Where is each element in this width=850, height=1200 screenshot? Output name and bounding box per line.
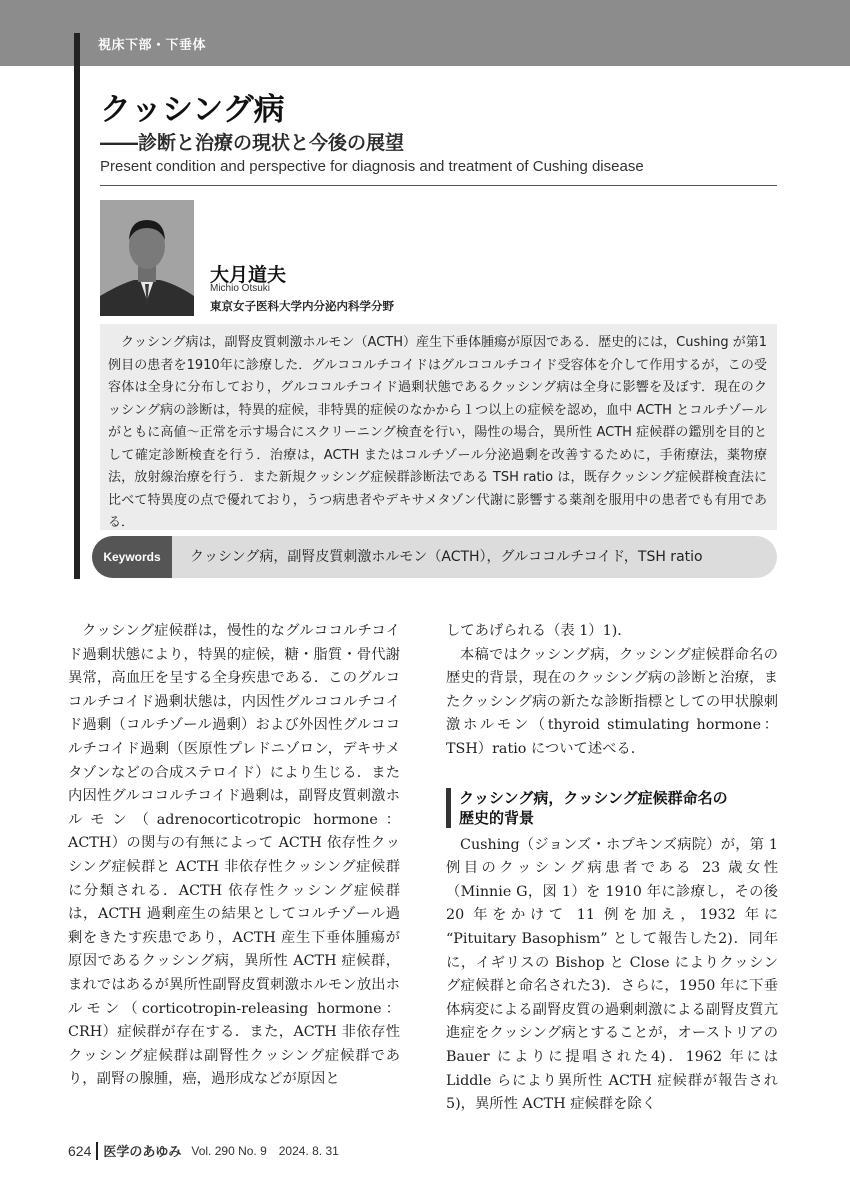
page-number: 624: [68, 1142, 92, 1159]
abstract-box: [100, 324, 777, 530]
author-name-roman: Michio Otsuki: [210, 283, 271, 294]
body-paragraph: Cushing（ジョンズ・ホプキンズ病院）が，第 1 例目のクッシング病患者である 23 歳女性（Minnie G，図 1）を 1910 年に診療し，その後 20 年をかけて 11 例を加え，1932 年に “Pituitary Basophism” として報告した2)．同年に，イギリスの Bishop と Close によりクッシング症候群と命名された3)．さらに，1950 年に下垂体病変による副腎皮質の過剰刺激による副腎皮質亢進症をクッシング病とすることが，オーストリアの Bauer によりに提唱された4)．1962 年には Liddle らにより異所性 ACTH 症候群が報告され5)，異所性 ACTH 症候群を除く: [446, 836, 778, 1113]
section-heading-line: クッシング病，クッシング症候群命名の: [459, 788, 728, 807]
body-paragraph: 本稿ではクッシング病，クッシング症候群命名の歴史的背景，現在のクッシング病の診断と治療，またクッシング病の新たな診断指標としての甲状腺刺激ホルモン（thyroid stimulating hormone：TSH）ratio について述べる．: [446, 646, 778, 757]
section-heading-line: 歴史的背景: [459, 808, 535, 827]
footer-separator: [96, 1142, 98, 1160]
article-subtitle: ――診断と治療の現状と今後の展望: [100, 132, 405, 154]
section-heading: [446, 788, 778, 828]
body-paragraph: クッシング症候群は，慢性的なグルココルチコイド過剰状態により，特異的症候，糖・脂質・骨代謝異常，高血圧を呈する全身疾患である．このグルココルチコイド過剰状態は，内因性グルココルチコイド過剰（コルチゾール過剰）および外因性グルココルチコイド過剰（医原性プレドニゾロン，デキサメタゾンなどの合成ステロイド）により生じる．また内因性グルココルチコイド過剰は，副腎皮質刺激ホルモン（adrenocorticotropic hormone：ACTH）の関与の有無によって ACTH 依存性クッシング症候群と ACTH 非依存性クッシング症候群に分類される．ACTH 依存性クッシング症候群は，ACTH 過剰産生の結果としてコルチゾール過剰をきたす疾患であり，ACTH 産生下垂体腫瘍が原因であるクッシング病，異所性 ACTH 症候群，まれではあるが異所性副腎皮質刺激ホルモン放出ホルモン（corticotropin-releasing hormone：CRH）症候群が存在する．また，ACTH 非依存性クッシング症候群は副腎性クッシング症候群であり，副腎の腺腫，癌，過形成などが原因と: [68, 623, 400, 1088]
abstract-text: クッシング病は，副腎皮質刺激ホルモン（ACTH）産生下垂体腫瘍が原因である．歴史的には，Cushing が第1例目の患者を1910年に診療した．グルココルチコイドはグルココルチコイド受容体を介して作用するが，この受容体は全身に分布しており，グルココルチコイド過剰状態であるクッシング病は全身に影響を及ぼす．現在のクッシング病の診断は，特異的症候，非特異的症候のなかから１つ以上の症候を認め，血中 ACTH とコルチゾールがともに高値～正常を示す場合にスクリーニング検査を行い，陽性の場合，異所性 ACTH 症候群の鑑別を目的として確定診断検査を行う．治療は，ACTH またはコルチゾール分泌過剰を改善するために，手術療法，薬物療法，放射線治療を行う．また新規クッシング症候群診断法である TSH ratio は，既存クッシング症候群検査法に比べて特異度の点で優れており，うつ病患者やデキサメタゾン代謝に影響する薬剤を服用中の患者でも有用である．: [108, 335, 767, 530]
body-left-column: [68, 620, 400, 1092]
keywords-text: クッシング病，副腎皮質刺激ホルモン（ACTH），グルココルチコイド，TSH ratio: [190, 549, 703, 565]
volume-info: Vol. 290 No. 9 2024. 8. 31: [191, 1144, 339, 1158]
left-accent-bar: [74, 33, 80, 579]
author-affiliation: 東京女子医科大学内分泌内科学分野: [210, 299, 394, 313]
author-portrait-icon: [100, 200, 194, 316]
page-footer: [68, 1141, 339, 1160]
article-subtitle-english: Present condition and perspective for diagnosis and treatment of Cushing disease: [100, 158, 644, 175]
article-title: クッシング病: [100, 92, 285, 128]
keywords-bar: [92, 536, 777, 578]
author-name: 大月道夫: [210, 264, 287, 286]
header-band: [0, 0, 850, 66]
body-continuation: してあげられる（表 1）1)．: [446, 623, 632, 639]
body-right-column: [446, 620, 778, 1117]
author-photo: [100, 200, 194, 316]
section-label: 視床下部・下垂体: [98, 38, 207, 53]
journal-name: 医学のあゆみ: [103, 1145, 182, 1160]
keywords-label: Keywords: [92, 536, 172, 578]
title-divider: [100, 185, 777, 186]
